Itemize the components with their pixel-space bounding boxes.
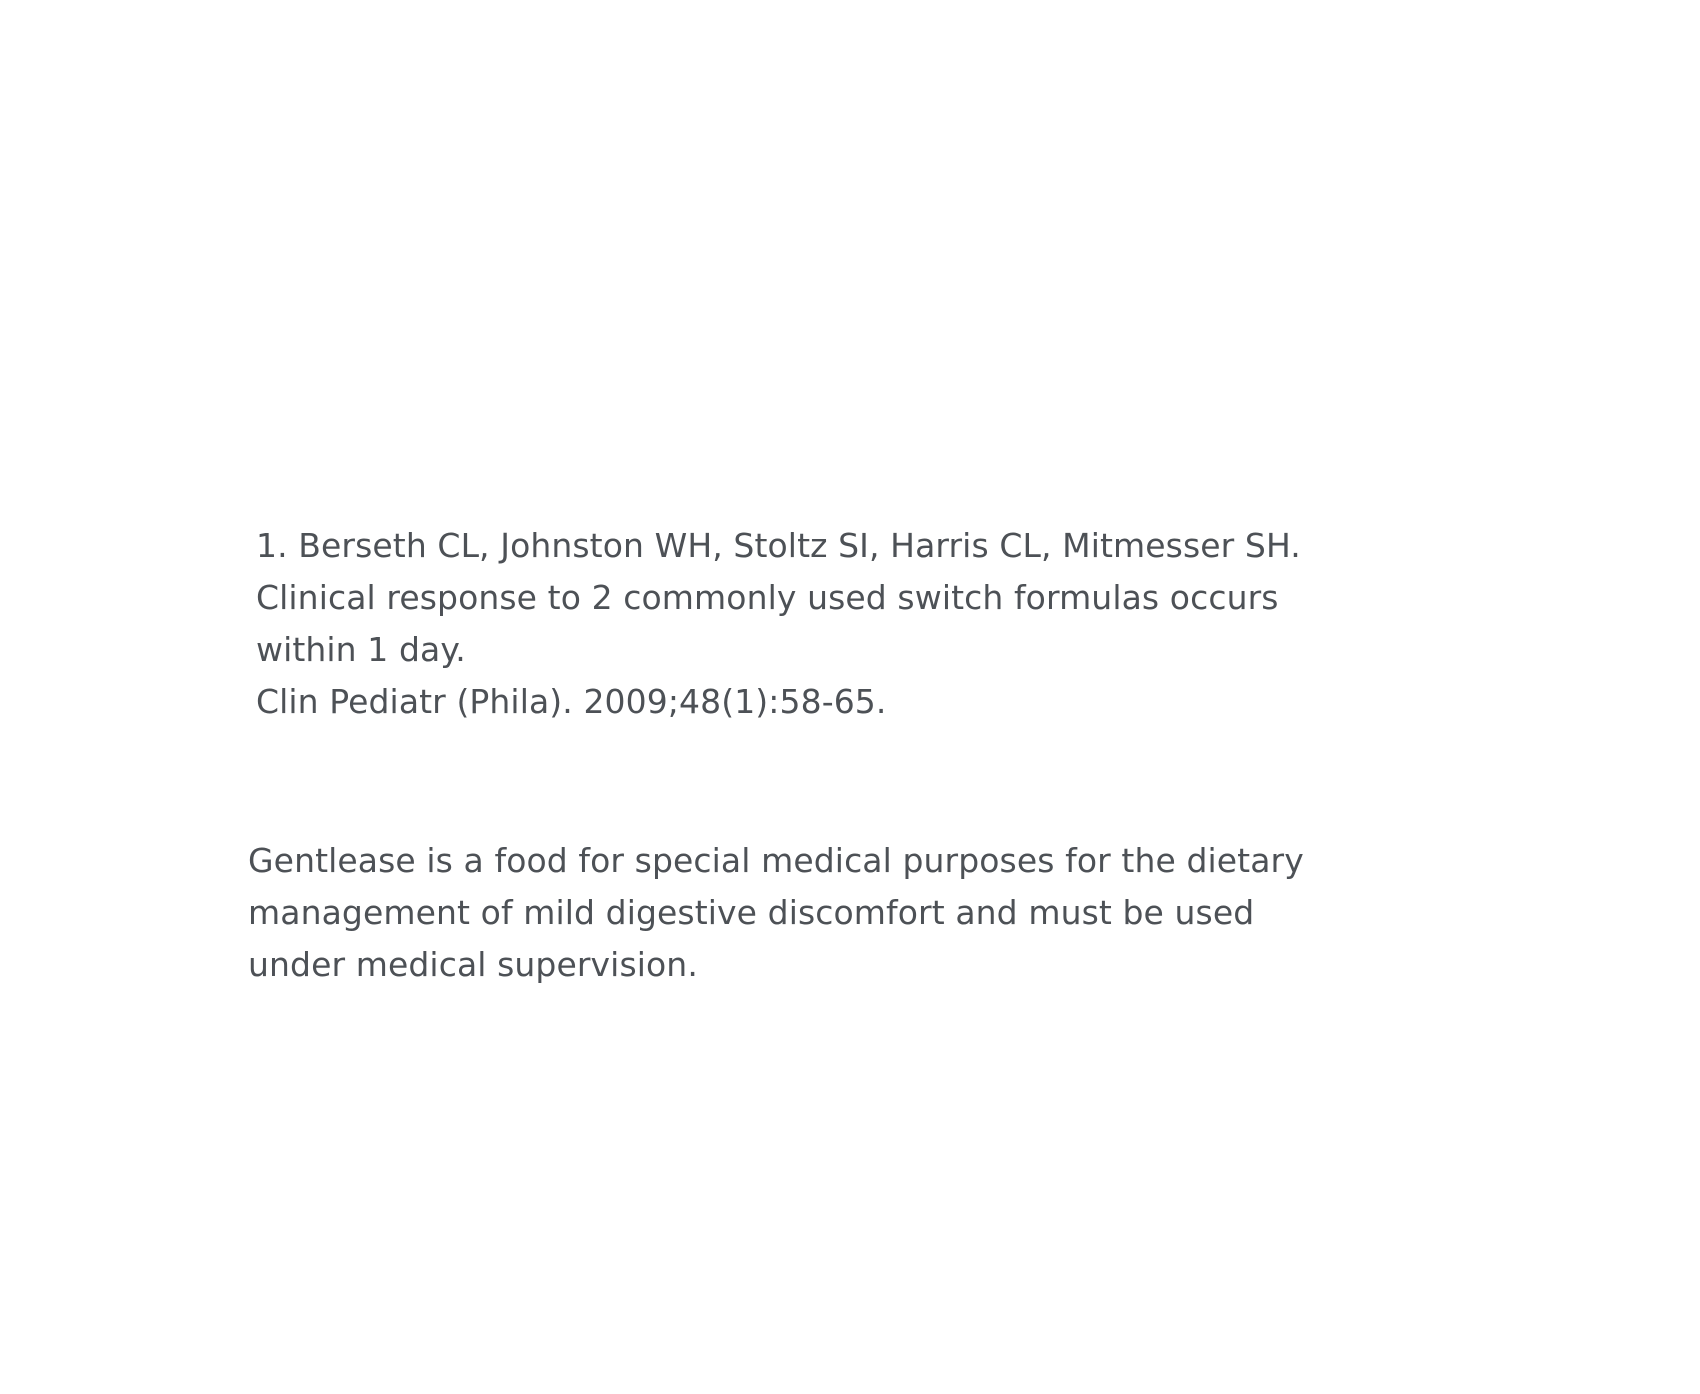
reference-line-4: Clin Pediatr (Phila). 2009;48(1):58-65. [256,682,887,721]
reference-line-3: within 1 day. [256,630,466,669]
statement-line-1: Gentlease is a food for special medical purposes for the dietary [248,841,1304,880]
statement-line-3: under medical supervision. [248,945,698,984]
reference-line-2: Clinical response to 2 commonly used switch formulas occurs [256,578,1279,617]
product-statement [248,835,1508,991]
reference-citation [256,520,1556,728]
reference-line-1: 1. Berseth CL, Johnston WH, Stoltz SI, Harris CL, Mitmesser SH. [256,526,1301,565]
statement-line-2: management of mild digestive discomfort and must be used [248,893,1255,932]
